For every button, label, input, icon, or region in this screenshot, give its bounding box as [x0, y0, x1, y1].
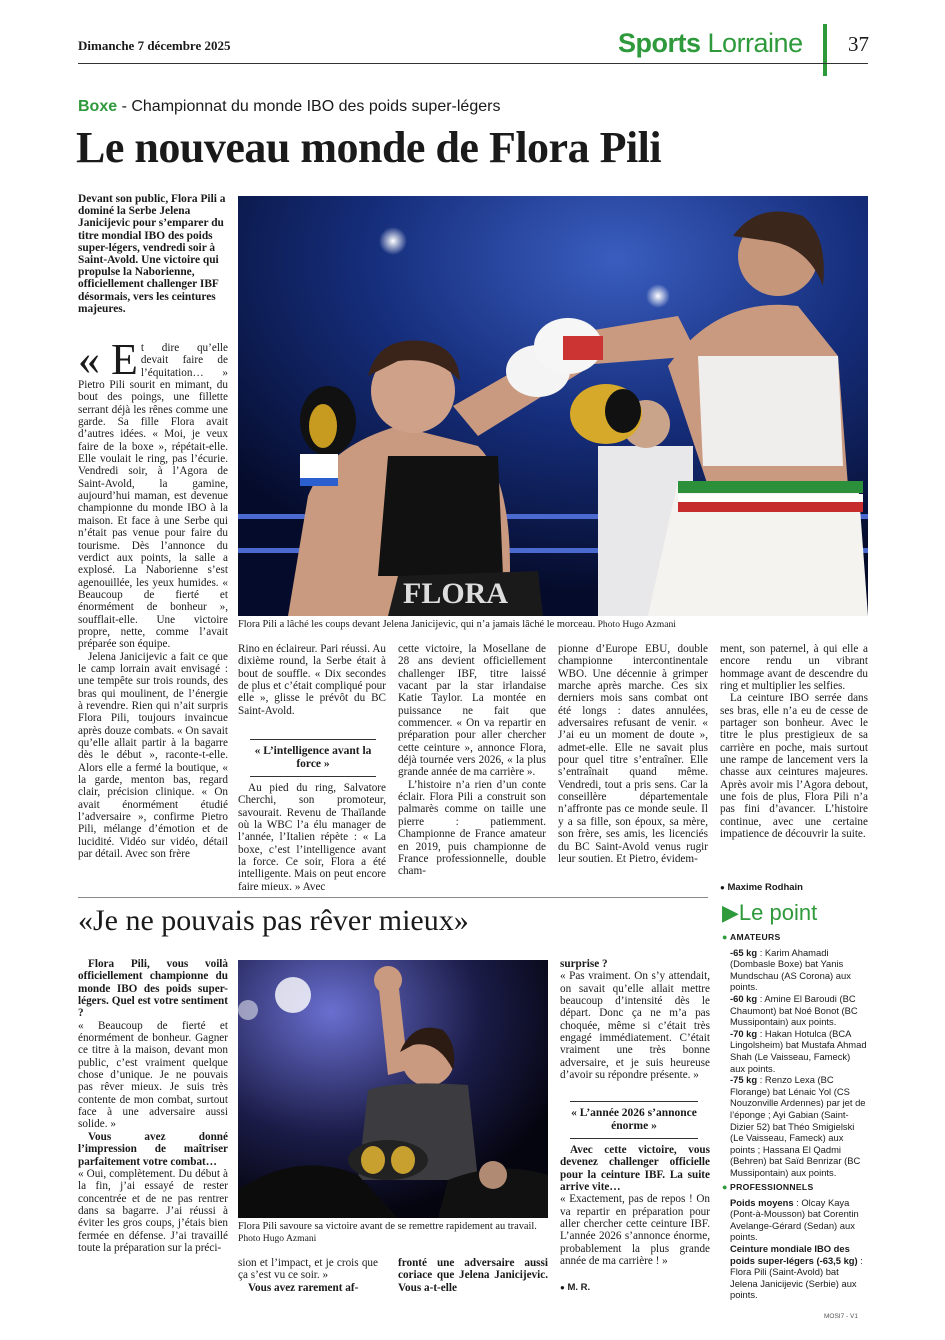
caption-text-2: Flora Pili savoure sa victoire avant de se remettre rapidement au travail. — [238, 1221, 537, 1232]
interview-question-1: Flora Pili, vous voilà officiellement championne du monde IBO des poids super-légers. Quel est votre sentiment ? — [78, 958, 228, 1020]
intertitle-1: « L’intelligence avant la force » — [250, 739, 376, 777]
amateurs-heading: ● AMATEURS — [722, 932, 781, 942]
col5-paragraph-1: ment, son paternel, à qui elle a encore rendu un vibrant hommage avant de descendre du ring et multiplier les selfies. — [720, 643, 868, 693]
interview-photo-caption — [238, 1221, 538, 1245]
interview-question-4: Avec cette victoire, vous devenez challenger officielle pour la ceinture IBF. La suite arrive vite… — [560, 1144, 710, 1194]
col2-paragraph-1: Rino en éclaireur. Pari réussi. Au dixième round, la Serbe était à bout de souffle. « Dix secondes de plus et c’était compliqué pour elle », glisse le prévôt du BC Saint-Avold. — [238, 643, 386, 717]
col2-paragraph-2: Au pied du ring, Salvatore Cherchi, son promoteur, savourait. Revenu de Thaïlande où la WBC l’a élu manager de l’année, l’Italien répète : « La boxe, c’est l’intelligence avant la force. Ce soir, Flora a été intelligente. Mais on peut encore faire mieux. » Avec — [238, 782, 386, 893]
dropcap: E — [111, 335, 138, 384]
interview-column-3 — [398, 1257, 548, 1294]
col5-paragraph-2: La ceinture IBO serrée dans ses bras, elle n’a eu de cesse de partager son bonheur. Avec le titre le plus prestigieux de sa carrière en poche, mais surtout une rampe de lancement vers la chasse aux ceintures majeures. Après avoir mis l’Agora debout, une fois de plus, Flora Pili n’a pas fini d’avancer. L’histoire continue, avec une certaine impatience de découvrir la suite. — [720, 692, 868, 841]
bullet-icon-2: ● — [722, 1182, 728, 1192]
signature-name: Maxime Rodhain — [727, 882, 803, 893]
article-column-2 — [238, 643, 386, 717]
boxing-photo-illustration — [238, 196, 868, 616]
results-amateurs — [722, 931, 867, 1178]
interview-question-3-tail: surprise ? — [560, 958, 608, 970]
section-separator — [78, 897, 708, 898]
article-column-5 — [720, 643, 868, 841]
interview-answer-4: « Exactement, pas de repos ! On va repartir en préparation pour aller chercher cette ceinture IBF. L’année 2026 s’annonce énorme, probablement la plus grande année de ma carrière ! » — [560, 1193, 710, 1268]
chapo: Devant son public, Flora Pili a dominé la Serbe Jelena Janicijevic pour s’emparer du titre mondial IBO des poids super-légers, vendredi soir à Saint-Avold. Une victoire qui propulse la Naborienne, officiellement challenger IBF désormais, vers les ceintures majeures. — [78, 193, 226, 315]
pros-result-2: Ceinture mondiale IBO des poids super-légers (-63,5 kg) : Flora Pili (Saint-Avold) bat Jelena Janicijevic (Serbie) aux points. — [730, 1242, 863, 1301]
main-photo — [238, 196, 868, 616]
kicker — [78, 98, 500, 116]
amateurs-result-4: -75 kg : Renzo Lexa (BC Florange) bat Lénaic Yol (CS Nouzonville Ardennes) par jet de l’éponge ; Ayi Gabian (Saint-Dizier 52) bat Théo Smigielski (Le Vaisseau, Fameck) aux points ; Hassana El Qadmi (Behren) bat Saïd Benrizar (BC Mussipontain) aux points. — [730, 1074, 866, 1178]
col3-paragraph-1: cette victoire, la Mosellane de 28 ans devient officiellement challenger IBF, titre laissé vacant par la star irlandaise Katie Taylor. La montée en puissance ne fait que commencer. « On va repartir en préparation pour aller chercher cette ceinture », annonce Flora, déjà tournée vers 2026, « la plus grande année de ma carrière ». — [398, 643, 546, 779]
caption-text: Flora Pili a lâché les coups devant Jelena Janicijevic, qui n’a jamais lâché le morceau. — [238, 619, 596, 630]
interview-column-2 — [238, 1257, 378, 1294]
edition-date: Dimanche 7 décembre 2025 — [78, 38, 231, 53]
shorts-text: FLORA — [403, 577, 508, 610]
region-name: Lorraine — [707, 28, 803, 58]
pros-heading: ● PROFESSIONNELS — [722, 1182, 814, 1192]
pros-result-1: Poids moyens : Olcay Kaya (Pont-à-Mousson) bat Corentin Avelange-Gérard (Sedan) aux points. — [730, 1196, 859, 1243]
amateurs-result-2: -60 kg : Amine El Baroudi (BC Chaumont) bat Noé Bonot (BC Mussipontain) aux points. — [730, 992, 858, 1028]
interview-answer-2-end: sion et l’impact, et je crois que ça s’est vu ce soir. » — [238, 1257, 378, 1282]
article-column-4 — [558, 643, 708, 865]
bullet-icon: ● — [722, 932, 728, 942]
article-signature: ● Maxime Rodhain — [720, 882, 803, 893]
col3-paragraph-2: L’histoire n’a rien d’un conte éclair. Flora Pili a construit son palmarès comme on taille une pierre : patiemment. Championne de France amateur en 2019, puis championne de France professionnelle, double cham- — [398, 778, 546, 878]
amateurs-result-3: -70 kg : Hakan Hotulca (BCA Lingolsheim) bat Mustafa Ahmad Shah (Le Vaisseau, Fameck) aux points. — [730, 1027, 867, 1074]
section-bar — [823, 24, 827, 76]
section-name: Sports — [618, 28, 701, 58]
header-rule — [78, 63, 868, 64]
section-title — [618, 28, 803, 59]
le-point-label: Le point — [738, 900, 818, 925]
interview-column-4 — [560, 958, 710, 1081]
results-pros — [722, 1181, 867, 1301]
kicker-text: - Championnat du monde IBO des poids super-légers — [117, 98, 501, 115]
interview-question-3-start: Vous avez rarement af- — [248, 1281, 359, 1294]
interview-question-3-end: fronté une adversaire aussi coriace que Jelena Janicijevic. Vous a-t-elle — [398, 1257, 548, 1294]
interview-answer-2-start: « Oui, complètement. Du début à la fin, j’ai essayé de rester concentrée et de ne pas rentrer dans sa bagarre. J’ai réussi à éviter les gros coups, j’étais bien fermée en défense. J’ai travaillé toute la préparation sur la préci- — [78, 1167, 228, 1254]
article-column-3 — [398, 643, 546, 878]
article-column-2b — [238, 782, 386, 893]
headline: Le nouveau monde de Flora Pili — [76, 123, 662, 172]
intertitle-2: « L’année 2026 s’annonce énorme » — [570, 1101, 698, 1139]
col1-paragraph-2: Jelena Janicijevic a fait ce que le camp lorrain avait envisagé : une tempête sur trois rounds, des bras qui moulinent, de l’énergie à revendre. Rien qui n’ait surpris Flora Pili, toujours invaincue après douze combats. « On savait qu’elle allait partir à la bagarre dès le début », raconte-t-elle. Alors elle a fermé la boutique, « la garde, menton bas, regard clair, précision clinique. « On avait énormément étudié l’adversaire », confirme Pietro Pili, mélange d’émotion et de lucidité. Vidéo sur vidéo, détail par détail. Avec son frère — [78, 650, 228, 861]
celebration-photo-illustration — [238, 960, 548, 1218]
triangle-icon: ▶ — [722, 900, 739, 925]
photo-credit: Photo Hugo Azmani — [595, 619, 676, 630]
interview-column-1 — [78, 958, 228, 1254]
article-column-1 — [78, 335, 228, 861]
col1-paragraph-1: t dire qu’elle devait faire de l’équitation… » Pietro Pili sourit en mimant, du bout des poings, une fillette serrant déjà les rênes comme une garde. Sa fille Flora avait d’autres idées. « Moi, je veux faire de la boxe », répétait-elle. Elle voulait le ring, pas l’écurie. Vendredi soir, à l’Agora de Saint-Avold, la gamine, aujourd’hui maman, est devenue championne du monde IBO à la maison. Et face à une Serbe qui n’était pas venue pour faire du tourisme. Dès l’annonce du verdict aux points, la salle a explosé. La Naborienne s’est agenouillée, les yeux humides. « Beaucoup de fierté et énormément de bonheur », soufflait-elle. Une victoire propre, nette, comme l’avait préparée son équipe. — [78, 342, 228, 651]
interview-signature: ● M. R. — [560, 1282, 591, 1293]
interview-photo — [238, 960, 548, 1218]
page-number: 37 — [848, 32, 869, 56]
footer-code: MOSI7 - V1 — [824, 1313, 858, 1320]
amateurs-result-1: -65 kg : Karim Ahamadi (Dombasle Boxe) bat Yanis Mundschau (AS Corona) aux points. — [730, 946, 851, 993]
interview-title: «Je ne pouvais pas rêver mieux» — [78, 904, 469, 937]
interview-answer-1: « Beaucoup de fierté et énormément de bonheur. Gagner ce titre à la maison, devant mon public, c’est vraiment quelque chose d’unique. Je ne pouvais pas rêver mieux. Je suis très contente de mon combat, surtout face à une adversaire aussi solide. » — [78, 1019, 228, 1131]
le-point-title — [722, 900, 817, 926]
kicker-sport: Boxe — [78, 98, 118, 115]
col4-paragraph-1: pionne d’Europe EBU, double championne intercontinentale WBO. Une décennie à grimper marche après marche. Ces six derniers mois sans combat ont été longs : dates annulées, adversaires refusant de venir. « J’ai eu un moment de doute », admet-elle. Elle ne savait plus pour quel titre s’entraîner. Elle s’entraînait quand même. Vendredi, tout a pris sens. Car la conseillère départementale n’affronte pas ce monde seule. Il y a sa fille, son époux, sa mère, son frère, ses amis, les licenciés du BC Saint-Avold venus rugir leur soutien. Et Pietro, évidem- — [558, 643, 708, 865]
quote-open: « E — [78, 335, 138, 384]
interview-column-4b — [560, 1144, 710, 1267]
interview-answer-3: « Pas vraiment. On s’y attendait, on savait qu’elle allait mettre beaucoup d’intensité dès le départ. Donc ça ne m’a pas choquée, même si c’était très engagé immédiatement. C’était vraiment une très bonne adversaire, et je suis heureuse d’avoir su répondre présente. » — [560, 970, 710, 1082]
main-photo-caption — [238, 619, 878, 631]
photo-credit-2: Photo Hugo Azmani — [238, 1233, 317, 1244]
interview-signature-name: M. R. — [567, 1282, 591, 1293]
interview-question-2: Vous avez donné l’impression de maîtriser parfaitement votre combat… — [78, 1130, 228, 1168]
